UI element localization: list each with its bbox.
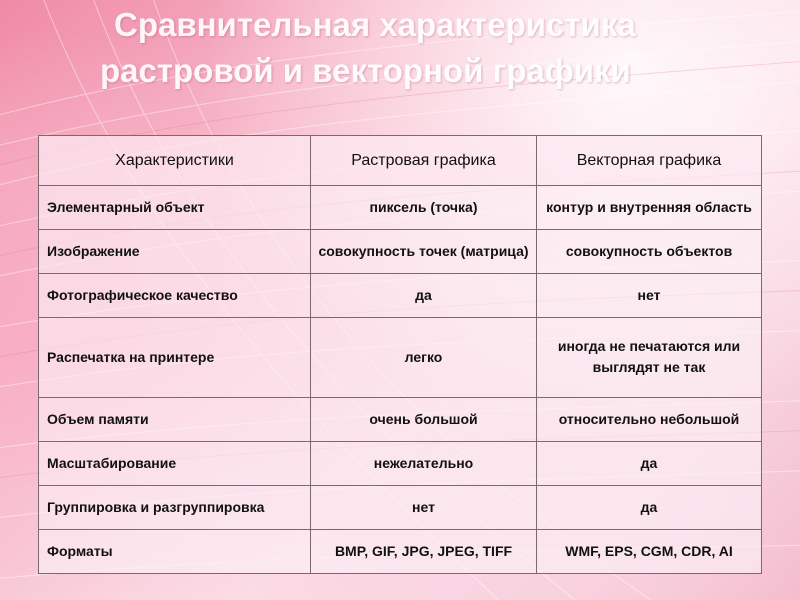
row-characteristic: Объем памяти (39, 397, 311, 441)
row-raster-value: совокупность точек (матрица) (311, 230, 537, 274)
table-row (39, 485, 762, 529)
row-characteristic: Элементарный объект (39, 186, 311, 230)
row-raster-value: да (311, 274, 537, 318)
table-row (39, 318, 762, 398)
slide-title (100, 2, 740, 94)
row-vector-value: совокупность объектов (537, 230, 762, 274)
row-raster-value: нет (311, 485, 537, 529)
table-row (39, 441, 762, 485)
row-characteristic: Распечатка на принтере (39, 318, 311, 398)
row-characteristic: Форматы (39, 529, 311, 573)
row-raster-value: пиксель (точка) (311, 186, 537, 230)
slide-title-line-2: растровой и векторной графики (100, 52, 631, 89)
table-row (39, 274, 762, 318)
header-vector-graphics: Векторная графика (537, 136, 762, 186)
row-characteristic: Масштабирование (39, 441, 311, 485)
row-vector-value: относительно небольшой (537, 397, 762, 441)
row-raster-value: очень большой (311, 397, 537, 441)
table-row (39, 230, 762, 274)
table-row (39, 529, 762, 573)
row-vector-value: контур и внутренняя область (537, 186, 762, 230)
row-vector-value: WMF, EPS, CGM, CDR, AI (537, 529, 762, 573)
row-raster-value: BMP, GIF, JPG, JPEG, TIFF (311, 529, 537, 573)
comparison-table (38, 135, 762, 574)
row-raster-value: легко (311, 318, 537, 398)
row-vector-value: да (537, 485, 762, 529)
row-characteristic: Изображение (39, 230, 311, 274)
slide-title-line-1: Сравнительная характеристика (114, 6, 636, 43)
row-raster-value: нежелательно (311, 441, 537, 485)
table-header-row (39, 136, 762, 186)
row-characteristic: Группировка и разгруппировка (39, 485, 311, 529)
row-vector-value: да (537, 441, 762, 485)
header-raster-graphics: Растровая графика (311, 136, 537, 186)
header-characteristics: Характеристики (39, 136, 311, 186)
row-characteristic: Фотографическое качество (39, 274, 311, 318)
row-vector-value: иногда не печатаются или выглядят не так (537, 318, 762, 398)
table-row (39, 397, 762, 441)
table-row (39, 186, 762, 230)
row-vector-value: нет (537, 274, 762, 318)
